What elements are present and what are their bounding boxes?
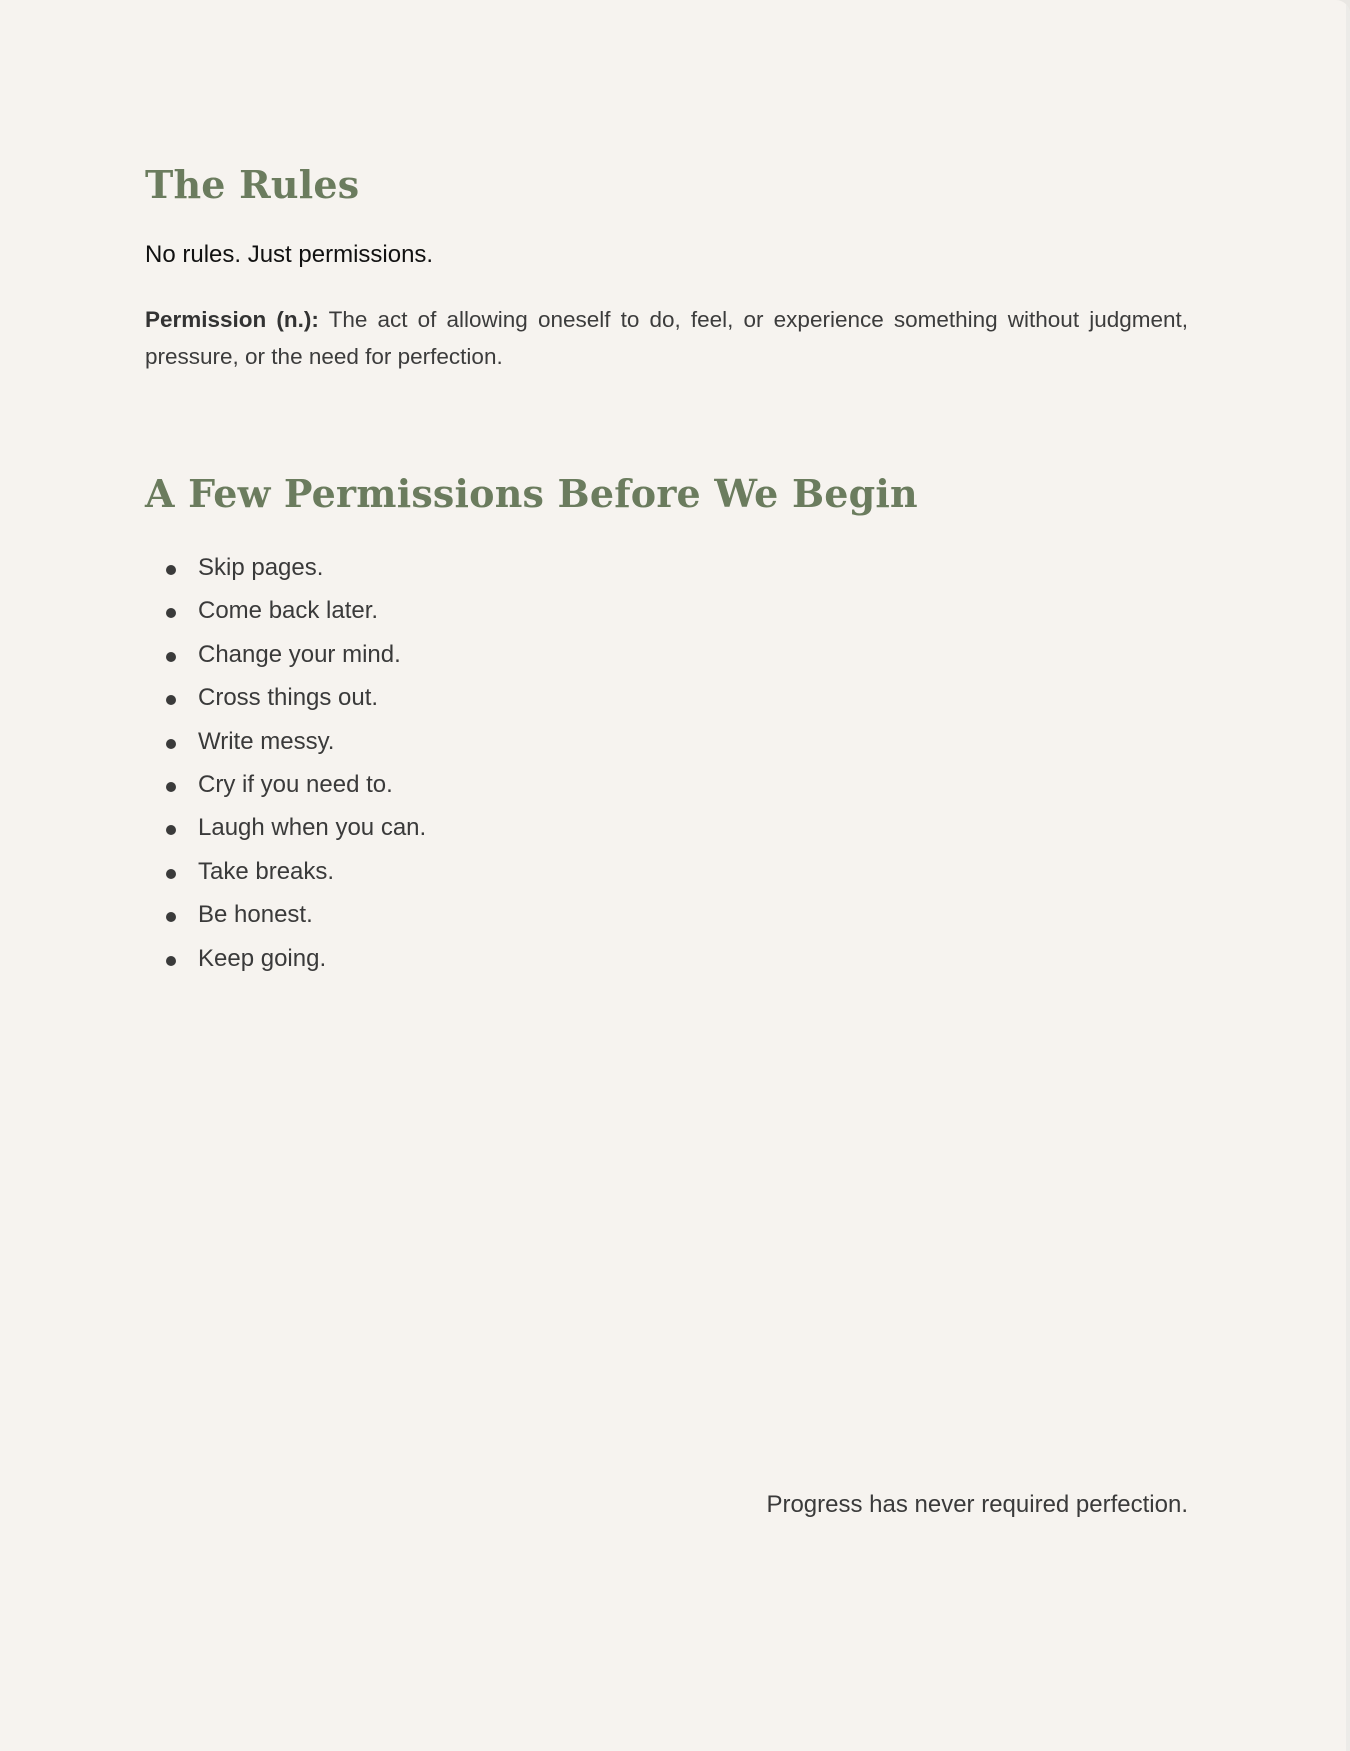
bullet-icon xyxy=(166,608,176,618)
bullet-icon xyxy=(166,652,176,662)
definition-text: The act of allowing oneself to do, feel, or experience something without judgment, pressure, or the need for perfection. xyxy=(145,307,1189,369)
rules-tagline: No rules. Just permissions. xyxy=(145,241,434,268)
list-item-text: Skip pages. xyxy=(198,554,324,581)
bullet-icon xyxy=(166,825,176,835)
list-item-text: Be honest. xyxy=(198,901,313,929)
permissions-heading: A Few Permissions Before We Begin xyxy=(145,471,918,516)
list-item xyxy=(145,853,426,896)
list-item-text: Keep going. xyxy=(198,944,327,972)
bullet-icon xyxy=(166,869,176,879)
list-item-text: Laugh when you can. xyxy=(198,814,427,842)
bullet-icon xyxy=(166,782,176,792)
bullet-icon xyxy=(166,565,176,575)
list-item-text: Take breaks. xyxy=(198,857,335,885)
list-item-text: Change your mind. xyxy=(198,640,401,668)
closing-quote: Progress has never required perfection. xyxy=(766,1491,1188,1518)
list-item xyxy=(145,636,426,679)
bullet-icon xyxy=(166,739,176,749)
list-item xyxy=(145,592,426,635)
permission-definition xyxy=(145,301,1188,375)
list-item xyxy=(145,896,426,939)
list-item-text: Cry if you need to. xyxy=(198,770,393,798)
list-item xyxy=(145,940,426,983)
list-item xyxy=(145,679,426,722)
bullet-icon xyxy=(166,956,176,966)
list-item xyxy=(145,766,426,809)
list-item-text: Come back later. xyxy=(198,597,379,625)
rules-heading: The Rules xyxy=(145,162,360,207)
permissions-list xyxy=(145,549,426,983)
list-item-text: Write messy. xyxy=(198,727,335,755)
page-edge xyxy=(1346,0,1350,1751)
list-item-text: Cross things out. xyxy=(198,684,379,712)
list-item xyxy=(145,809,426,852)
list-item xyxy=(145,723,426,766)
bullet-icon xyxy=(166,912,176,922)
list-item xyxy=(145,549,426,592)
bullet-icon xyxy=(166,695,176,705)
definition-term: Permission (n.): xyxy=(145,307,319,332)
